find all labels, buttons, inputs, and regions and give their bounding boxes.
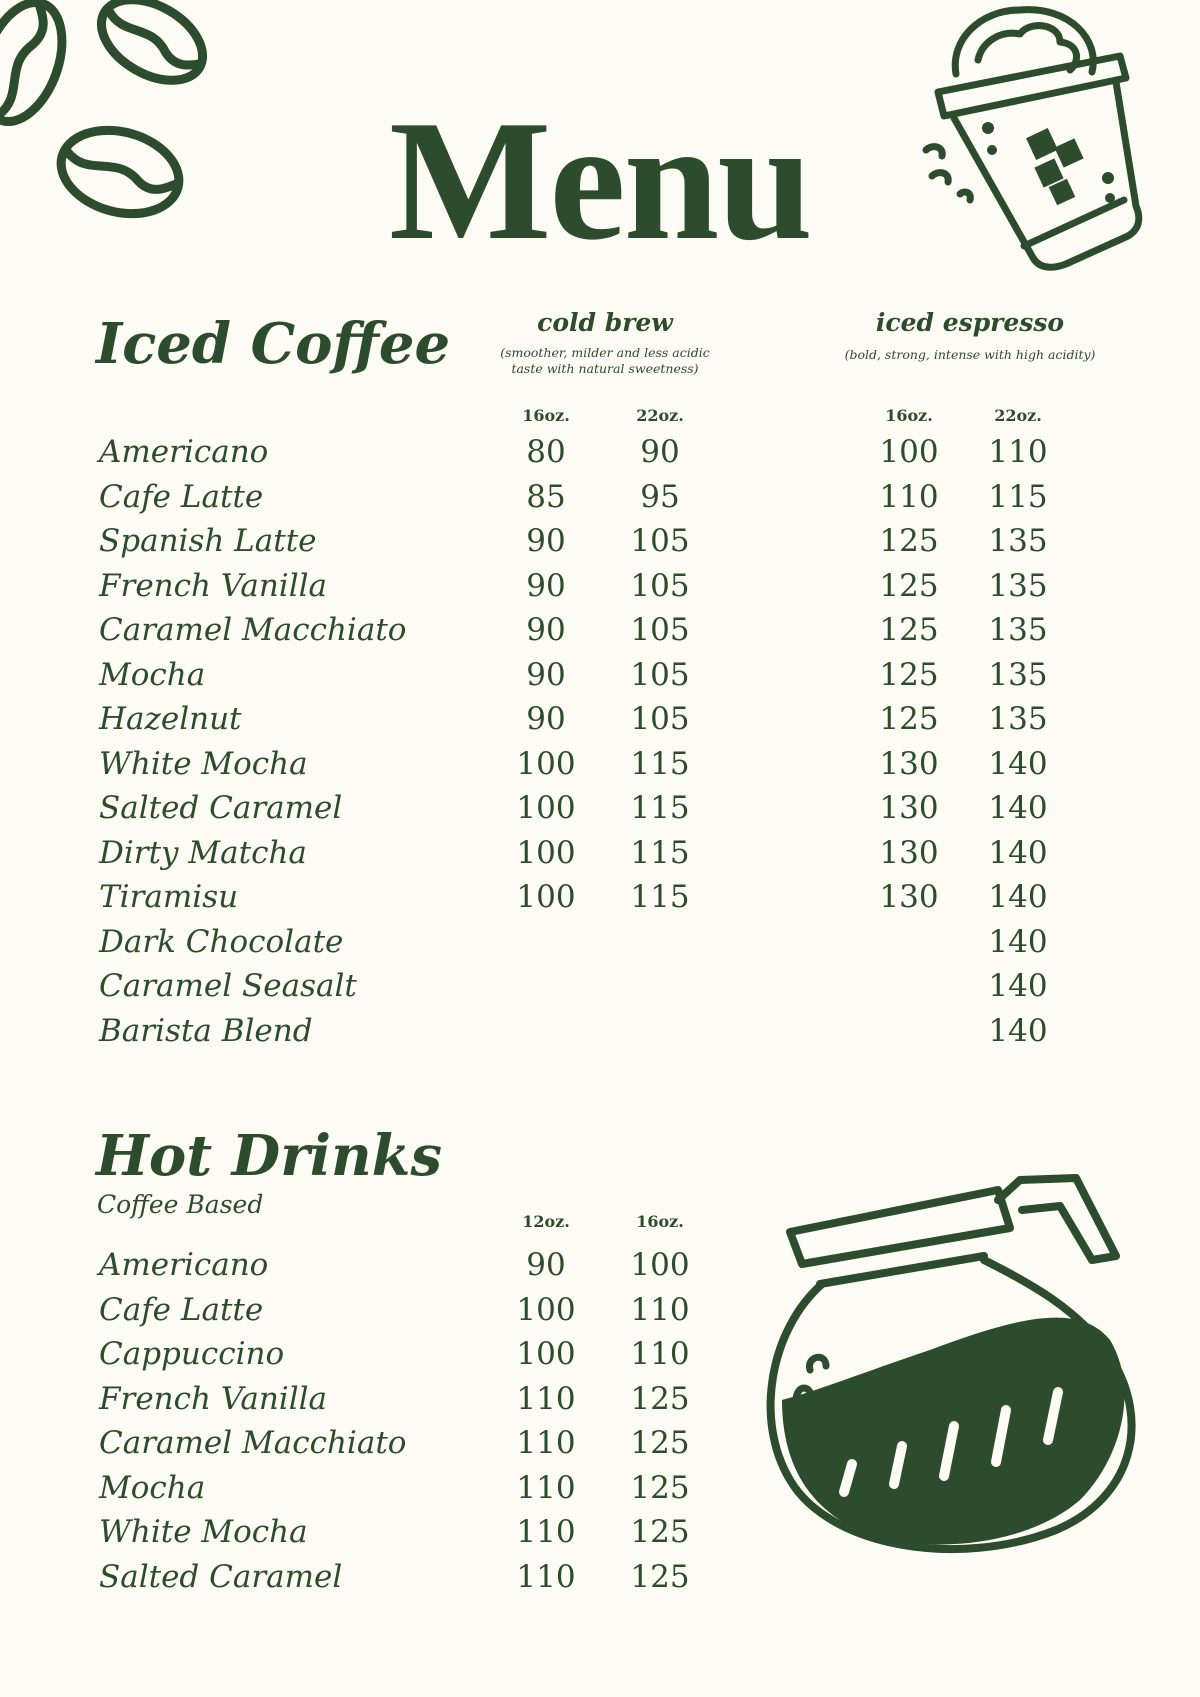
price-iced-espresso-16oz: 125	[879, 612, 939, 648]
list-item	[0, 786, 1200, 830]
item-name: Tiramisu	[99, 879, 239, 915]
list-item	[0, 653, 1200, 697]
price-cold-brew-22oz: 115	[630, 879, 690, 915]
price-16oz: 110	[630, 1336, 690, 1372]
price-cold-brew-22oz: 105	[630, 701, 690, 737]
size-label-iced-espresso-22oz: 22oz.	[994, 406, 1042, 425]
list-item	[0, 608, 1200, 652]
size-label-hot-16oz: 16oz.	[636, 1212, 684, 1231]
price-cold-brew-16oz: 90	[526, 523, 566, 559]
price-16oz: 125	[630, 1469, 690, 1506]
item-name: Dirty Matcha	[99, 834, 307, 871]
price-cold-brew-16oz: 90	[526, 701, 566, 737]
price-12oz: 110	[516, 1514, 576, 1550]
list-item	[0, 564, 1200, 608]
list-item	[0, 1009, 1200, 1053]
size-label-iced-espresso-16oz: 16oz.	[885, 406, 933, 425]
cold-brew-heading: cold brew	[537, 308, 673, 337]
list-item	[0, 1421, 1200, 1465]
list-item	[0, 430, 1200, 474]
price-iced-espresso-16oz: 130	[879, 745, 939, 782]
price-16oz: 125	[630, 1514, 690, 1550]
price-12oz: 110	[516, 1469, 576, 1506]
price-iced-espresso-16oz: 130	[879, 879, 939, 915]
price-iced-espresso-22oz: 110	[988, 434, 1048, 470]
price-iced-espresso-16oz: 100	[879, 434, 939, 470]
list-item	[0, 1332, 1200, 1376]
price-iced-espresso-16oz: 130	[879, 834, 939, 871]
price-iced-espresso-16oz: 125	[879, 656, 939, 693]
hot-drinks-subtitle: Coffee Based	[97, 1190, 264, 1219]
price-cold-brew-16oz: 85	[526, 478, 566, 515]
item-name: Cafe Latte	[99, 1291, 264, 1328]
item-name: Caramel Macchiato	[99, 612, 407, 648]
price-12oz: 110	[516, 1425, 576, 1461]
item-name: White Mocha	[99, 745, 308, 782]
item-name: Barista Blend	[99, 1012, 313, 1049]
item-name: Spanish Latte	[99, 523, 317, 559]
price-cold-brew-16oz: 90	[526, 567, 566, 604]
item-name: Caramel Macchiato	[99, 1425, 407, 1461]
item-name: Cappuccino	[99, 1336, 285, 1372]
price-cold-brew-16oz: 80	[526, 434, 566, 470]
item-name: Salted Caramel	[99, 790, 343, 826]
price-12oz: 110	[516, 1558, 576, 1595]
price-iced-espresso-22oz: 140	[988, 968, 1048, 1004]
price-cold-brew-22oz: 105	[630, 567, 690, 604]
list-item	[0, 1377, 1200, 1421]
item-name: Hazelnut	[99, 701, 242, 737]
price-iced-espresso-22oz: 140	[988, 745, 1048, 782]
size-label-cold-brew-16oz: 16oz.	[522, 406, 570, 425]
cold-brew-description: (smoother, milder and less acidic taste with natural sweetness)	[500, 345, 710, 376]
price-cold-brew-16oz: 100	[516, 834, 576, 871]
item-name: Mocha	[99, 656, 206, 693]
iced-espresso-description: (bold, strong, intense with high acidity)	[844, 347, 1096, 362]
item-name: White Mocha	[99, 1514, 308, 1550]
price-iced-espresso-16oz: 125	[879, 523, 939, 559]
list-item	[0, 1243, 1200, 1287]
price-iced-espresso-22oz: 135	[988, 656, 1048, 693]
price-cold-brew-22oz: 105	[630, 523, 690, 559]
size-label-cold-brew-22oz: 22oz.	[636, 406, 684, 425]
list-item	[0, 742, 1200, 786]
price-cold-brew-16oz: 90	[526, 612, 566, 648]
list-item	[0, 831, 1200, 875]
price-cold-brew-22oz: 105	[630, 612, 690, 648]
price-cold-brew-22oz: 115	[630, 834, 690, 871]
list-item	[0, 920, 1200, 964]
item-name: Americano	[99, 434, 269, 470]
item-name: Americano	[99, 1247, 269, 1283]
price-iced-espresso-16oz: 130	[879, 790, 939, 826]
menu-title: Menu	[389, 86, 811, 276]
price-cold-brew-22oz: 90	[640, 434, 680, 470]
price-cold-brew-22oz: 115	[630, 790, 690, 826]
price-cold-brew-22oz: 105	[630, 656, 690, 693]
price-12oz: 90	[526, 1247, 566, 1283]
price-12oz: 100	[516, 1336, 576, 1372]
price-iced-espresso-22oz: 135	[988, 612, 1048, 648]
price-cold-brew-22oz: 95	[640, 478, 680, 515]
item-name: Dark Chocolate	[99, 923, 344, 960]
price-iced-espresso-16oz: 125	[879, 567, 939, 604]
price-cold-brew-16oz: 100	[516, 879, 576, 915]
price-16oz: 125	[630, 1558, 690, 1595]
hot-drinks-title: Hot Drinks	[96, 1123, 443, 1189]
size-label-hot-12oz: 12oz.	[522, 1212, 570, 1231]
price-12oz: 100	[516, 1291, 576, 1328]
list-item	[0, 964, 1200, 1008]
list-item	[0, 1288, 1200, 1332]
price-iced-espresso-22oz: 140	[988, 923, 1048, 960]
price-iced-espresso-22oz: 135	[988, 701, 1048, 737]
price-iced-espresso-22oz: 140	[988, 834, 1048, 871]
list-item	[0, 519, 1200, 563]
item-name: Cafe Latte	[99, 478, 264, 515]
item-name: French Vanilla	[99, 1380, 328, 1417]
price-16oz: 110	[630, 1291, 690, 1328]
price-cold-brew-16oz: 100	[516, 745, 576, 782]
price-cold-brew-16oz: 100	[516, 790, 576, 826]
price-cold-brew-22oz: 115	[630, 745, 690, 782]
price-cold-brew-16oz: 90	[526, 656, 566, 693]
price-iced-espresso-22oz: 140	[988, 879, 1048, 915]
list-item	[0, 475, 1200, 519]
price-iced-espresso-22oz: 115	[988, 478, 1048, 515]
price-16oz: 125	[630, 1425, 690, 1461]
item-name: Mocha	[99, 1469, 206, 1506]
price-iced-espresso-22oz: 135	[988, 567, 1048, 604]
price-16oz: 125	[630, 1380, 690, 1417]
price-12oz: 110	[516, 1380, 576, 1417]
iced-coffee-title: Iced Coffee	[96, 311, 451, 377]
list-item	[0, 1466, 1200, 1510]
price-16oz: 100	[630, 1247, 690, 1283]
price-iced-espresso-16oz: 110	[879, 478, 939, 515]
list-item	[0, 697, 1200, 741]
item-name: Caramel Seasalt	[99, 968, 357, 1004]
price-iced-espresso-16oz: 125	[879, 701, 939, 737]
list-item	[0, 1510, 1200, 1554]
iced-espresso-heading: iced espresso	[875, 308, 1065, 337]
item-name: French Vanilla	[99, 567, 328, 604]
price-iced-espresso-22oz: 140	[988, 1012, 1048, 1049]
price-iced-espresso-22oz: 135	[988, 523, 1048, 559]
list-item	[0, 1555, 1200, 1599]
coffee-bean-icon	[87, 0, 216, 97]
item-name: Salted Caramel	[99, 1558, 343, 1595]
list-item	[0, 875, 1200, 919]
price-iced-espresso-22oz: 140	[988, 790, 1048, 826]
